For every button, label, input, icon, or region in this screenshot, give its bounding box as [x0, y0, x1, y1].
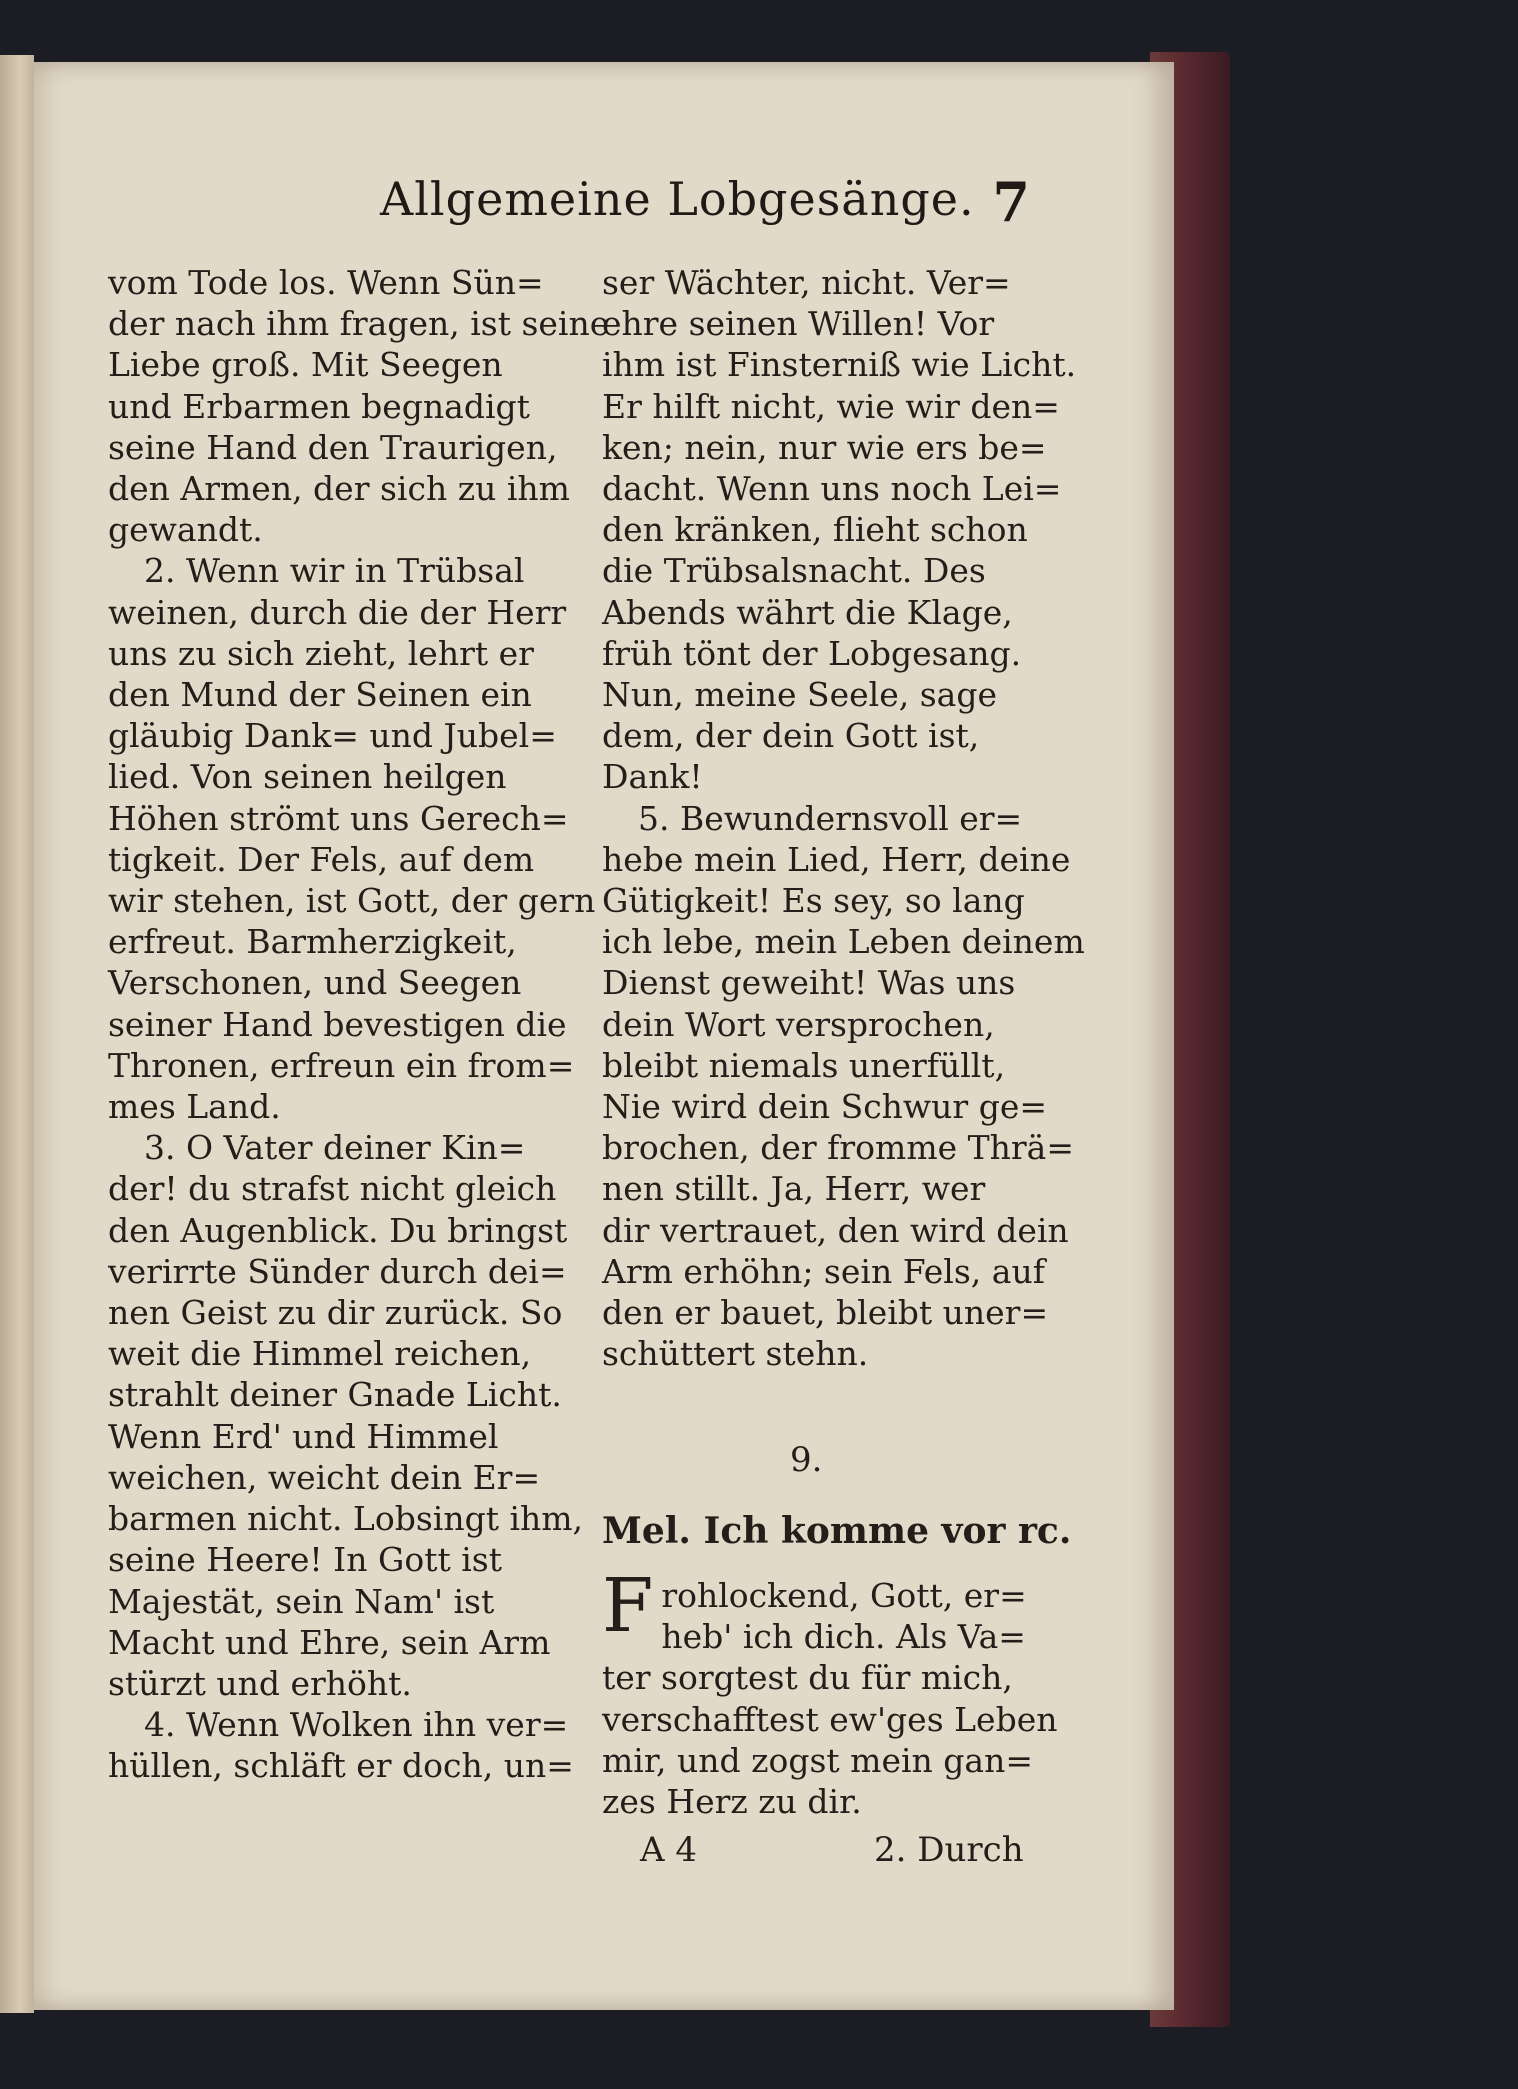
text-line: gläubig Dank= und Jubel=: [108, 716, 557, 756]
text-line: ich lebe, mein Leben deinem: [602, 922, 1085, 962]
text-line: ter sorgtest du für mich,: [602, 1658, 1013, 1698]
text-line: seine Hand den Traurigen,: [108, 427, 558, 467]
melody-indication: Mel. Ich komme vor rc.: [602, 1510, 1072, 1552]
text-line: Dank!: [602, 757, 703, 797]
text-line: zes Herz zu dir.: [602, 1782, 862, 1822]
text-line: den Mund der Seinen ein: [108, 675, 532, 715]
text-line: stürzt und erhöht.: [108, 1663, 412, 1703]
text-line: ser Wächter, nicht. Ver=: [602, 263, 1011, 302]
text-line: verschafftest ew'ges Leben: [602, 1699, 1058, 1739]
text-line: den Augenblick. Du bringst: [108, 1210, 568, 1250]
text-line: dir vertrauet, den wird dein: [602, 1210, 1069, 1250]
text-line: Liebe groß. Mit Seegen: [108, 345, 503, 385]
text-line: Majestät, sein Nam' ist: [108, 1581, 495, 1621]
text-line: bleibt niemals unerfüllt,: [602, 1045, 1006, 1085]
text-line: den kränken, flieht schon: [602, 510, 1028, 550]
text-line: Nun, meine Seele, sage: [602, 675, 998, 715]
text-line: tigkeit. Der Fels, auf dem: [108, 839, 535, 879]
signature-mark: A 4: [640, 1830, 697, 1870]
text-line: und Erbarmen begnadigt: [108, 386, 530, 426]
text-line: ehre seinen Willen! Vor: [602, 304, 995, 344]
text-line: barmen nicht. Lobsingt ihm,: [108, 1499, 584, 1539]
text-line: rohlockend, Gott, er=: [661, 1576, 1027, 1615]
text-line: 4. Wenn Wolken ihn ver=: [144, 1705, 569, 1745]
text-line: brochen, der fromme Thrä=: [602, 1128, 1075, 1168]
text-line: Abends währt die Klage,: [602, 592, 1013, 632]
page-number: 7: [992, 170, 1030, 234]
right-column: [602, 262, 1085, 1374]
text-line: ihm ist Finsterniß wie Licht.: [602, 345, 1077, 385]
text-line: ken; nein, nur wie ers be=: [602, 427, 1047, 467]
text-line: weit die Himmel reichen,: [108, 1334, 532, 1374]
text-line: heb' ich dich. Als Va=: [661, 1617, 1026, 1657]
text-line: 3. O Vater deiner Kin=: [144, 1128, 526, 1168]
text-line: Arm erhöhn; sein Fels, auf: [602, 1251, 1045, 1291]
text-line: 5. Bewundernsvoll er=: [638, 798, 1023, 838]
text-line: dein Wort versprochen,: [602, 1004, 995, 1044]
text-line: hüllen, schläft er doch, un=: [108, 1746, 574, 1786]
text-line: den er bauet, bleibt uner=: [602, 1293, 1049, 1333]
catchword: 2. Durch: [874, 1830, 1024, 1870]
adjacent-page-edge: [0, 55, 34, 2013]
text-line: dacht. Wenn uns noch Lei=: [602, 469, 1062, 509]
text-line: Gütigkeit! Es sey, so lang: [602, 881, 1025, 921]
drop-cap-initial: F: [602, 1563, 654, 1649]
text-line: schüttert stehn.: [602, 1334, 869, 1374]
text-line: Macht und Ehre, sein Arm: [108, 1622, 551, 1662]
text-line: Nie wird dein Schwur ge=: [602, 1087, 1048, 1127]
text-line: die Trübsalsnacht. Des: [602, 551, 986, 591]
text-line: mes Land.: [108, 1087, 281, 1127]
text-line: vom Tode los. Wenn Sün=: [108, 263, 544, 302]
text-line: den Armen, der sich zu ihm: [108, 469, 570, 509]
text-line: gewandt.: [108, 510, 263, 550]
text-line: strahlt deiner Gnade Licht.: [108, 1375, 562, 1415]
text-line: Er hilft nicht, wie wir den=: [602, 386, 1060, 426]
hymn-number: 9.: [790, 1440, 823, 1480]
text-line: nen stillt. Ja, Herr, wer: [602, 1169, 986, 1209]
left-column: [108, 262, 610, 1787]
text-line: dem, der dein Gott ist,: [602, 716, 980, 756]
text-line: weinen, durch die der Herr: [108, 592, 567, 632]
text-line: hebe mein Lied, Herr, deine: [602, 839, 1071, 879]
text-line: der! du strafst nicht gleich: [108, 1169, 557, 1209]
text-line: seine Heere! In Gott ist: [108, 1540, 502, 1580]
text-line: weichen, weicht dein Er=: [108, 1457, 541, 1497]
text-line: seiner Hand bevestigen die: [108, 1004, 567, 1044]
text-line: Verschonen, und Seegen: [108, 963, 522, 1003]
text-line: 2. Wenn wir in Trübsal: [144, 551, 525, 591]
text-line: wir stehen, ist Gott, der gern: [108, 881, 596, 921]
text-line: erfreut. Barmherzigkeit,: [108, 922, 517, 962]
text-line: verirrte Sünder durch dei=: [108, 1251, 567, 1291]
page-header: [340, 172, 1040, 242]
text-line: Wenn Erd' und Himmel: [108, 1416, 499, 1456]
text-line: mir, und zogst mein gan=: [602, 1740, 1033, 1780]
text-line: nen Geist zu dir zurück. So: [108, 1293, 563, 1333]
text-line: lied. Von seinen heilgen: [108, 757, 507, 797]
text-line: uns zu sich zieht, lehrt er: [108, 633, 534, 673]
text-line: Thronen, erfreun ein from=: [108, 1045, 575, 1085]
hymn-text: [602, 1563, 1058, 1822]
text-line: der nach ihm fragen, ist seine: [108, 304, 610, 344]
text-line: Dienst geweiht! Was uns: [602, 963, 1016, 1003]
running-head: Allgemeine Lobgesänge.: [380, 172, 975, 226]
text-line: früh tönt der Lobgesang.: [602, 633, 1022, 673]
text-line: Höhen strömt uns Gerech=: [108, 798, 569, 838]
